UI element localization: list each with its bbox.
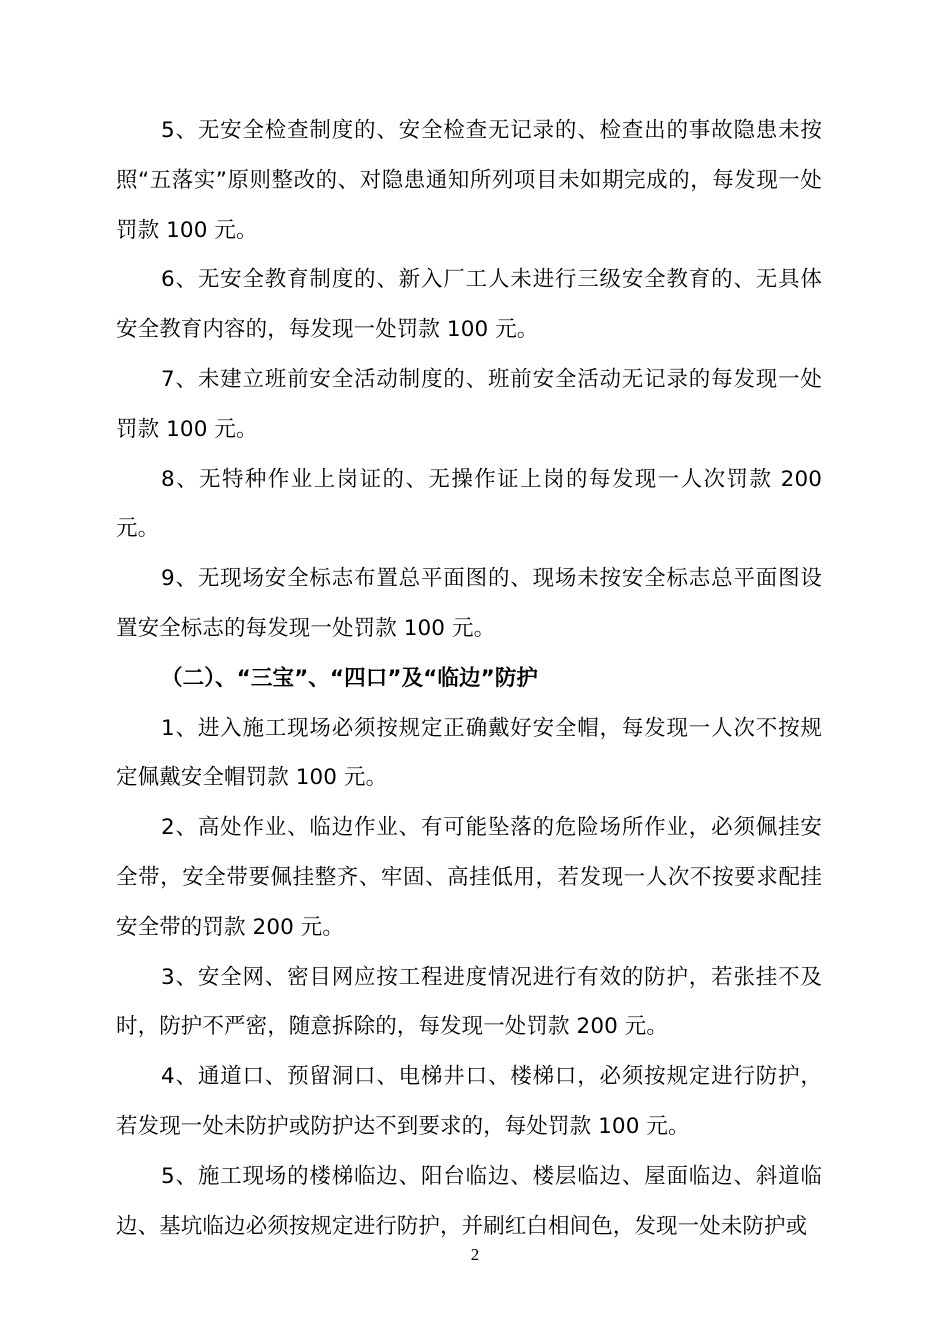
paragraph-item-3-safety-net: 3、安全网、密目网应按工程进度情况进行有效的防护，若张挂不及时，防护不严密，随意拆除的，每发现一处罚款 200 元。 bbox=[116, 964, 822, 1040]
paragraph-item-5-inspection: 5、无安全检查制度的、安全检查无记录的、检查出的事故隐患未按照“五落实”原则整改的、对隐患通知所列项目未如期完成的，每发现一处罚款 100 元。 bbox=[116, 118, 822, 243]
paragraph-item-7-pre-shift: 7、未建立班前安全活动制度的、班前安全活动无记录的每发现一处罚款 100 元。 bbox=[116, 366, 822, 442]
paragraph-item-8-special-work: 8、无特种作业上岗证的、无操作证上岗的每发现一人次罚款 200 元。 bbox=[116, 466, 822, 542]
section-heading: （二）、“三宝”、“四口”及“临边”防护 bbox=[161, 665, 539, 691]
paragraph-item-1-helmet: 1、进入施工现场必须按规定正确戴好安全帽，每发现一人次不按规定佩戴安全帽罚款 100 元。 bbox=[116, 715, 822, 791]
paragraph-item-2-safety-belt: 2、高处作业、临边作业、有可能坠落的危险场所作业，必须佩挂安全带，安全带要佩挂整齐、牢固、高挂低用，若发现一人次不按要求配挂安全带的罚款 200 元。 bbox=[116, 815, 822, 940]
paragraph-item-6-education: 6、无安全教育制度的、新入厂工人未进行三级安全教育的、无具体安全教育内容的，每发现一处罚款 100 元。 bbox=[116, 267, 822, 343]
paragraph-item-4-openings: 4、通道口、预留洞口、电梯井口、楼梯口，必须按规定进行防护，若发现一处未防护或防护达不到要求的，每处罚款 100 元。 bbox=[116, 1064, 822, 1139]
document-body bbox=[116, 106, 822, 1251]
paragraph-item-5-edges: 5、施工现场的楼梯临边、阳台临边、楼层临边、屋面临边、斜道临边、基坑临边必须按规定进行防护，并刷红白相间色，发现一处未防护或 bbox=[116, 1163, 822, 1239]
page-number: 2 bbox=[470, 1245, 480, 1264]
paragraph-item-9-safety-signs: 9、无现场安全标志布置总平面图的、现场未按安全标志总平面图设置安全标志的每发现一处罚款 100 元。 bbox=[116, 566, 822, 641]
